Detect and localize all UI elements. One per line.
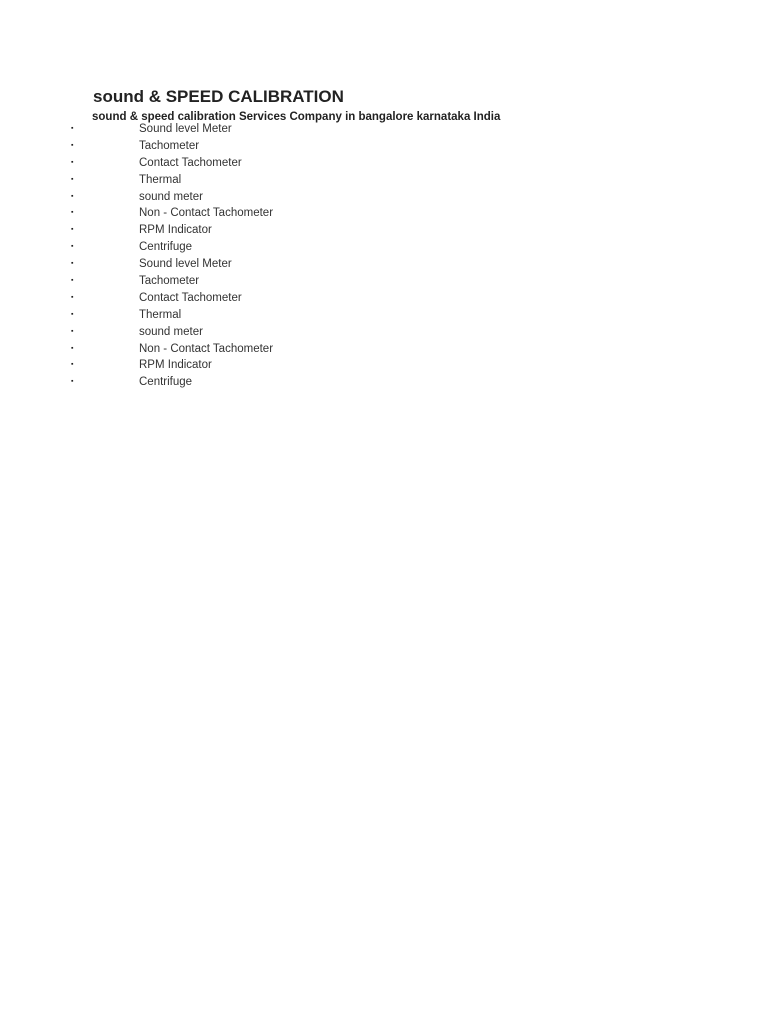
list-item-label: Non - Contact Tachometer: [139, 207, 274, 220]
bullet-icon: ▪: [71, 209, 74, 217]
list-item-label: sound meter: [139, 325, 203, 338]
list-item-label: Thermal: [139, 173, 182, 186]
list-item-label: Thermal: [139, 308, 182, 321]
list-item-label: RPM Indicator: [139, 359, 212, 372]
bullet-icon: ▪: [71, 260, 74, 268]
bullet-icon: ▪: [71, 243, 74, 251]
list-item-label: Sound level Meter: [139, 258, 232, 271]
bullet-icon: ▪: [71, 361, 74, 369]
bullet-icon: ▪: [71, 192, 74, 200]
list-item-label: Centrifuge: [139, 241, 193, 254]
list-item-label: Centrifuge: [139, 376, 193, 389]
page-subtitle: sound & speed calibration Services Company in bangalore karnataka India: [92, 111, 501, 123]
bullet-icon: ▪: [71, 141, 74, 149]
bullet-icon: ▪: [71, 125, 74, 132]
bullet-icon: ▪: [71, 158, 74, 166]
bullet-icon: ▪: [71, 277, 74, 285]
bullet-icon: ▪: [71, 175, 74, 183]
page-title: sound & SPEED CALIBRATION: [93, 87, 344, 106]
bullet-icon: ▪: [71, 310, 74, 318]
list-item-label: Non - Contact Tachometer: [139, 342, 274, 355]
list-item-label: Sound level Meter: [139, 123, 232, 135]
list-item-label: RPM Indicator: [139, 224, 212, 237]
bullet-icon: ▪: [71, 378, 74, 386]
list-item-label: Tachometer: [139, 275, 200, 288]
list-item-label: Contact Tachometer: [139, 291, 242, 304]
bullet-icon: ▪: [71, 344, 74, 352]
list-item-label: Contact Tachometer: [139, 156, 242, 169]
bullet-icon: ▪: [71, 293, 74, 301]
list-item-label: sound meter: [139, 190, 203, 203]
bullet-icon: ▪: [71, 226, 74, 234]
bullet-icon: ▪: [71, 327, 74, 335]
list-item-label: Tachometer: [139, 139, 200, 152]
